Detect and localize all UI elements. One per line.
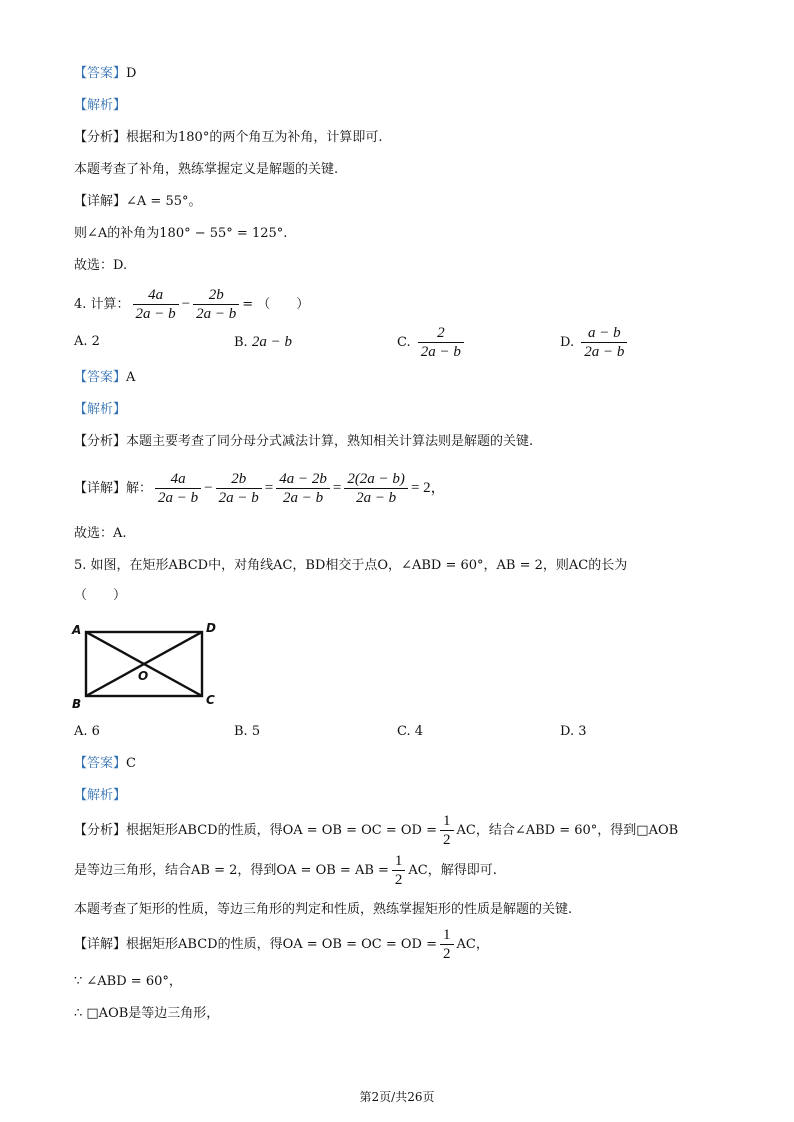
- q5-option-b: B. 5: [234, 724, 261, 739]
- fenxi-text: 根据和为180°的两个角互为补角，计算即可.: [126, 130, 383, 145]
- q5-option-a: A. 6: [74, 724, 100, 739]
- half-fraction: $\frac{1}{2}$: [440, 812, 454, 849]
- q3-summary-line: 本题考查了补角，熟练掌握定义是解题的关键.: [74, 162, 339, 177]
- answer-value: C: [126, 756, 136, 771]
- fenxi-text: 本题主要考查了同分母分式减法计算，熟知相关计算法则是解题的关键.: [126, 434, 534, 449]
- q5-answer-line: [74, 754, 136, 774]
- detail-text: ∠A = 55°。: [126, 194, 202, 209]
- q3-detail-line-2: 则∠A的补角为180° − 55° = 125°.: [74, 226, 288, 241]
- vertex-label-c: C: [206, 693, 215, 707]
- vertex-label-d: D: [206, 621, 216, 635]
- q3-fenxi-line: [74, 128, 382, 148]
- q5-fenxi-line: 【分析】根据矩形ABCD的性质，得OA = OB = OC = OD = $\frac{1}{2}$ AC，结合∠ABD = 60°，得到□AOB: [74, 813, 679, 848]
- vertex-label-a: A: [72, 623, 82, 637]
- q4-fraction-2: $\frac{2b}{2a - b}$: [193, 286, 239, 323]
- q4-choose-line: 故选：A.: [74, 526, 127, 541]
- detail-tag: 【详解】: [74, 194, 127, 209]
- detail-fraction-1: $\frac{4a}{2a - b}$: [155, 470, 201, 507]
- vertex-label-b: B: [72, 697, 82, 710]
- q4-prefix: 4. 计算：: [74, 297, 130, 312]
- q3-analysis-line: [74, 96, 126, 116]
- answer-tag: 【答案】: [74, 370, 127, 385]
- q4-stem: 4. 计算： $\frac{4a}{2a - b}$ − $\frac{2b}{2a - b}$ = （ ）: [74, 287, 310, 322]
- detail-fraction-4: $\frac{2(2a - b)}{2a - b}$: [344, 470, 408, 507]
- analysis-tag: 【解析】: [74, 98, 127, 113]
- q5-detail-line: 【详解】根据矩形ABCD的性质，得OA = OB = OC = OD = $\frac{1}{2}$ AC，: [74, 927, 489, 962]
- analysis-tag: 【解析】: [74, 788, 127, 803]
- q4-option-a: A. 2: [74, 334, 100, 349]
- q4-analysis-line: [74, 400, 126, 420]
- q3-detail-line: [74, 192, 202, 212]
- answer-value: D: [126, 66, 137, 81]
- fenxi-tag: 【分析】: [74, 823, 127, 838]
- q5-because-line: ∵ ∠ABD = 60°，: [74, 974, 182, 989]
- q5-summary-line: 本题考查了矩形的性质，等边三角形的判定和性质，熟练掌握矩形的性质是解题的关键.: [74, 902, 573, 917]
- q4-option-b: B. 2a − b: [234, 334, 292, 350]
- q5-analysis-line: [74, 786, 126, 806]
- q4-option-d: D. $\frac{a - b}{2a - b}$: [560, 324, 630, 361]
- page-footer: 第2页/共26页: [359, 1090, 435, 1104]
- q4-fraction-1: $\frac{4a}{2a - b}$: [133, 286, 179, 323]
- detail-fraction-3: $\frac{4a - 2b}{2a - b}$: [276, 470, 330, 507]
- q5-therefore-line: ∴ □AOB是等边三角形，: [74, 1006, 220, 1021]
- fenxi-tag: 【分析】: [74, 434, 127, 449]
- detail-tag: 【详解】: [74, 937, 127, 952]
- detail-tag: 【详解】: [74, 481, 127, 496]
- answer-value: A: [126, 370, 136, 385]
- q3-answer-line: [74, 64, 136, 84]
- q5-option-c: C. 4: [397, 724, 424, 739]
- q3-choose-line: 故选：D.: [74, 258, 128, 273]
- q4-answer-line: [74, 368, 135, 388]
- q5-stem-2: （ ）: [74, 588, 127, 603]
- q4-tail: = （ ）: [242, 297, 310, 312]
- q5-option-d: D. 3: [560, 724, 587, 739]
- detail-fraction-2: $\frac{2b}{2a - b}$: [216, 470, 262, 507]
- q5-fenxi-line-2: 是等边三角形，结合AB = 2，得到OA = OB = AB = $\frac{1}{2}$ AC，解得即可.: [74, 853, 497, 888]
- rectangle-figure: [70, 618, 230, 710]
- answer-tag: 【答案】: [74, 66, 127, 81]
- analysis-tag: 【解析】: [74, 402, 127, 417]
- fenxi-tag: 【分析】: [74, 130, 127, 145]
- half-fraction: $\frac{1}{2}$: [440, 926, 454, 963]
- q4-option-c: C. $\frac{2}{2a - b}$: [397, 324, 467, 361]
- half-fraction: $\frac{1}{2}$: [392, 852, 406, 889]
- q4-detail-line: 【详解】解： $\frac{4a}{2a - b}$ − $\frac{2b}{2a - b}$ = $\frac{4a - 2b}{2a - b}$ = $\frac{2(2a - b)}{2a - b}$ = 2，: [74, 471, 446, 506]
- answer-tag: 【答案】: [74, 756, 127, 771]
- center-label-o: O: [138, 669, 149, 683]
- q4-fenxi-line: [74, 432, 533, 452]
- q5-stem: 5. 如图，在矩形ABCD中，对角线AC，BD相交于点O，∠ABD = 60°，AB = 2，则AC的长为: [74, 558, 628, 573]
